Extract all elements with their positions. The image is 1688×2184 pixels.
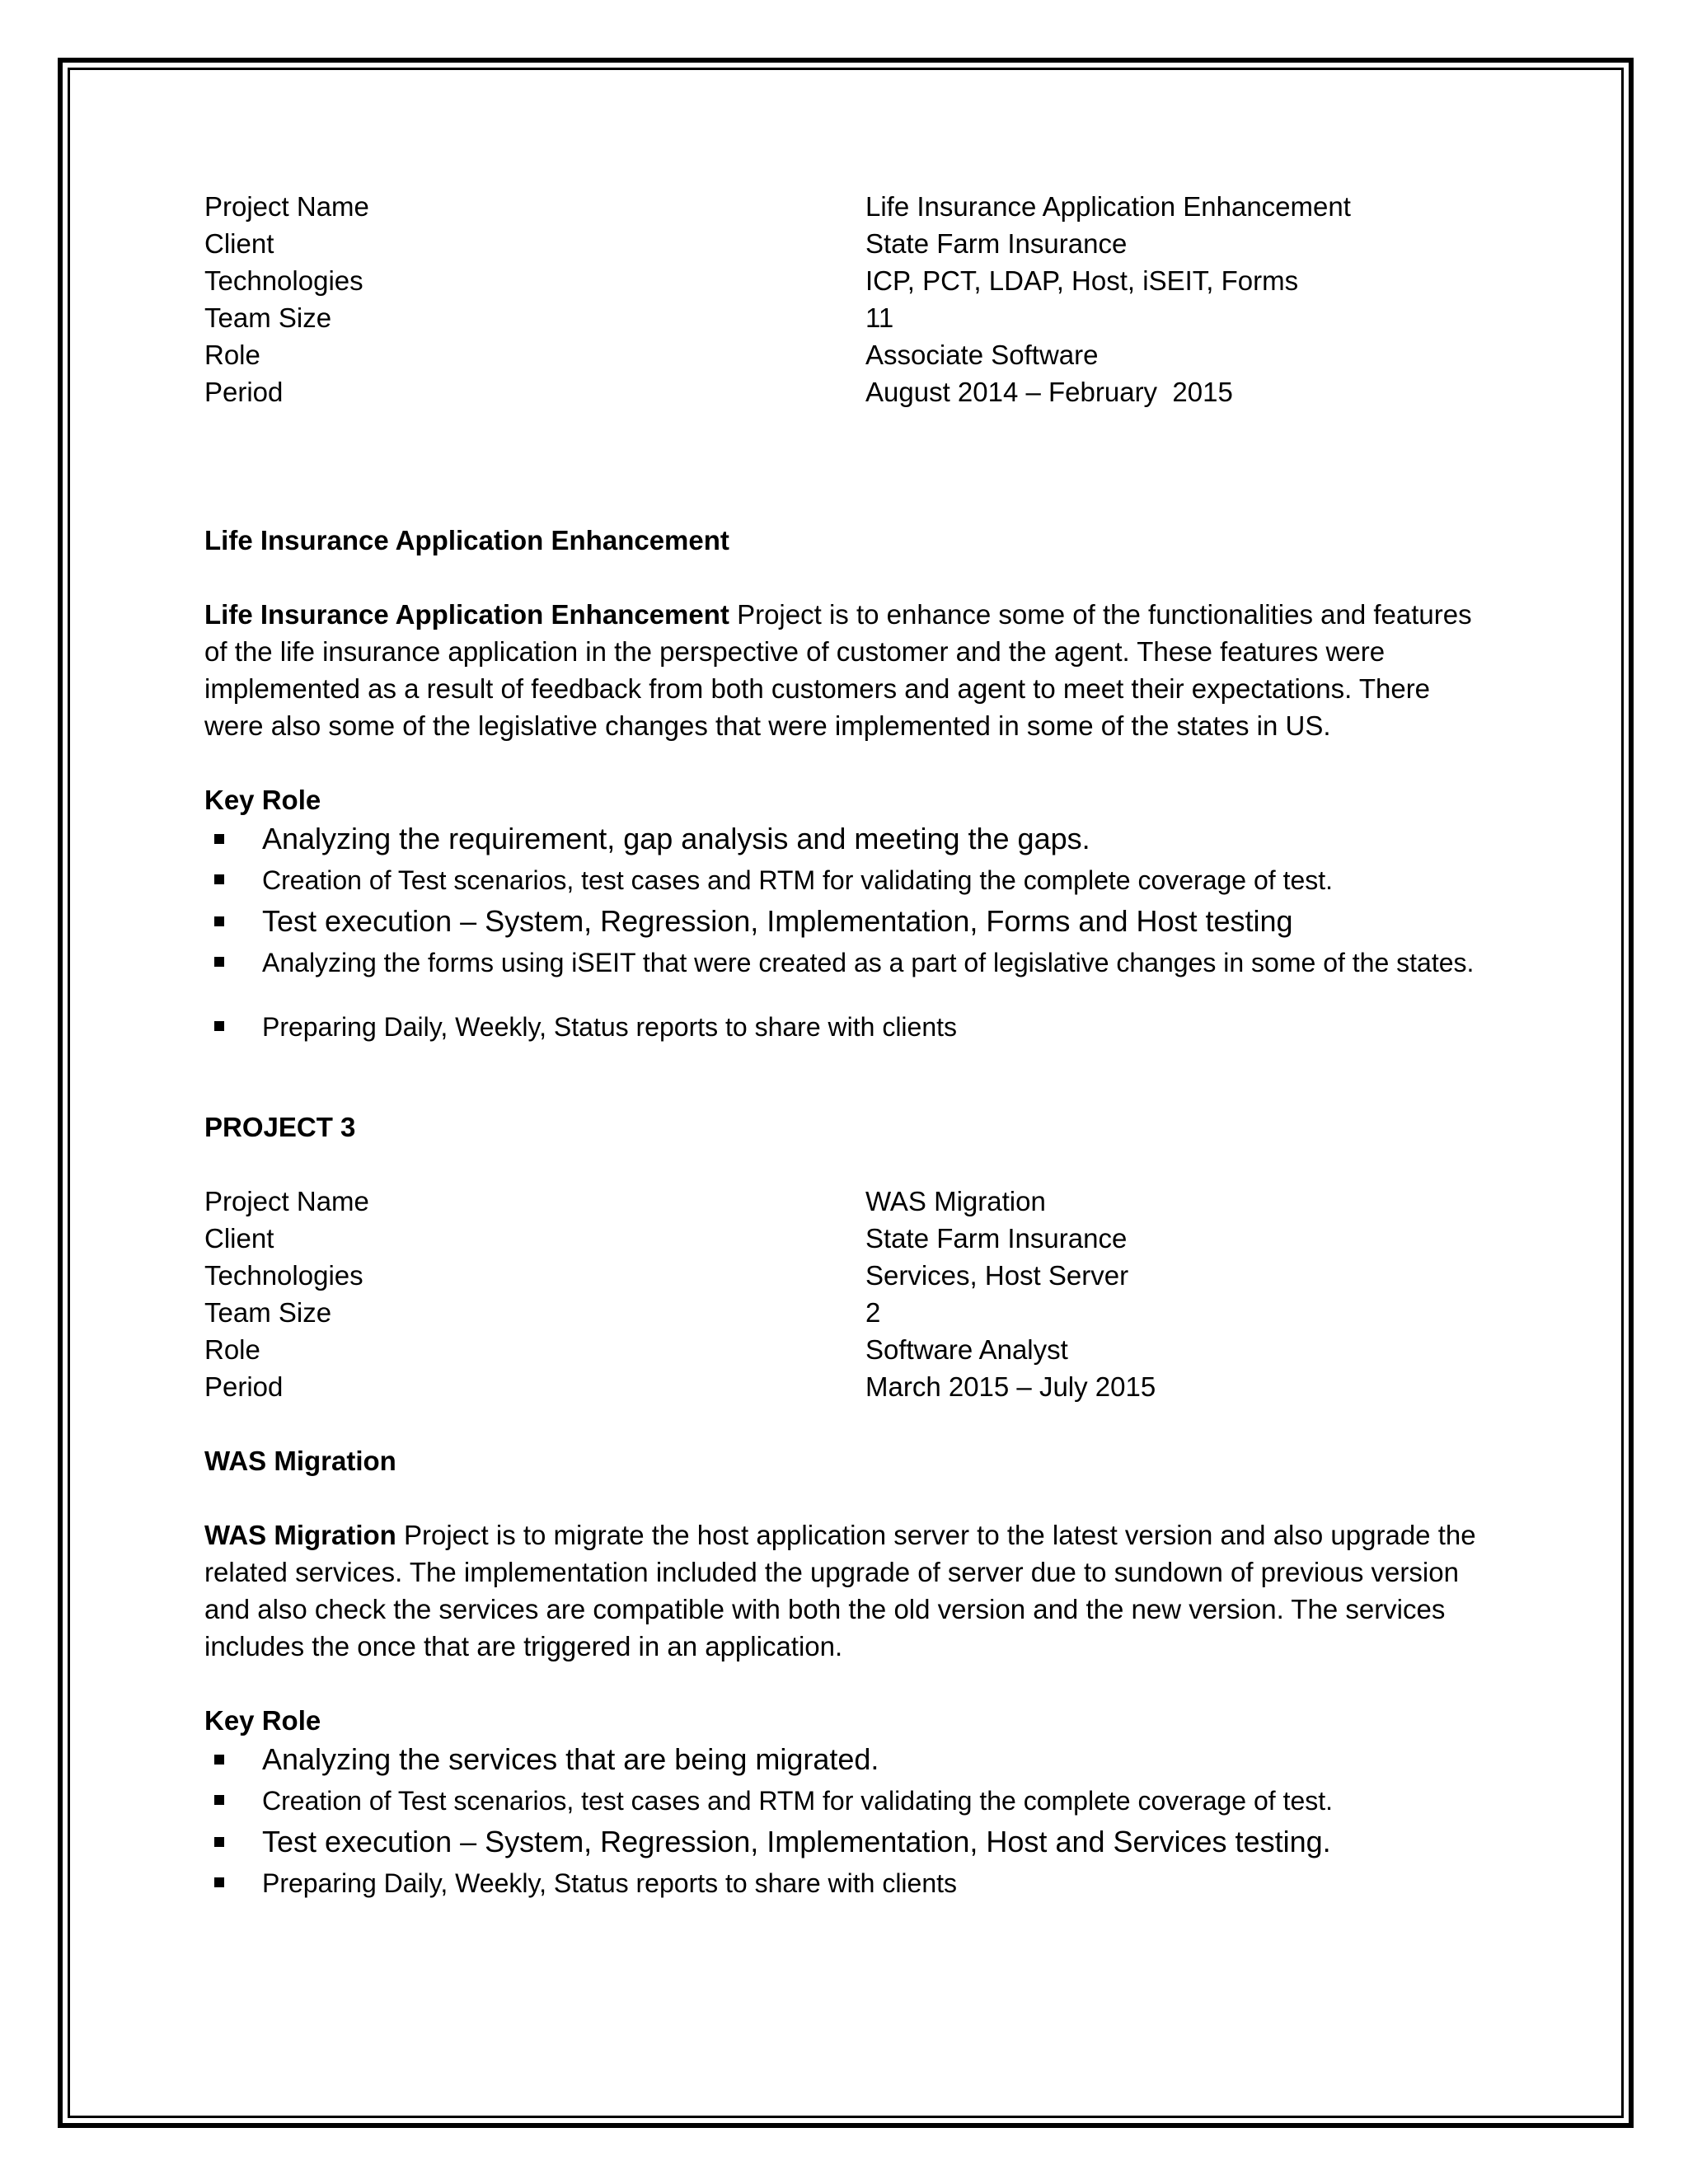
info-label: Client bbox=[204, 1223, 274, 1254]
info-label: Role bbox=[204, 1334, 260, 1365]
info-label: Project Name bbox=[204, 191, 369, 222]
list-item: Creation of Test scenarios, test cases and RTM for validating the complete coverage of test. bbox=[204, 860, 1490, 901]
info-value: Associate Software bbox=[865, 340, 1099, 370]
project3-key-role-list bbox=[204, 1739, 1490, 1904]
info-label: Client bbox=[204, 228, 274, 259]
project3-heading: PROJECT 3 bbox=[204, 1112, 356, 1142]
info-value: 11 bbox=[865, 302, 894, 333]
info-label: Period bbox=[204, 377, 284, 407]
list-item: Analyzing the forms using iSEIT that were created as a part of legislative changes in some of the states. bbox=[204, 944, 1490, 982]
info-value: ICP, PCT, LDAP, Host, iSEIT, Forms bbox=[865, 265, 1299, 296]
info-label: Period bbox=[204, 1371, 284, 1402]
info-value: State Farm Insurance bbox=[865, 228, 1128, 259]
list-item: Creation of Test scenarios, test cases and RTM for validating the complete coverage of test. bbox=[204, 1780, 1490, 1821]
project3-info-table bbox=[204, 1183, 1490, 1405]
project2-description-body: Project is to enhance some of the functionalities and features of the life insurance application in the perspective of customer and the agent. These features were implemented as a result of feedback from both customers and agent to meet their expectations. There were also some of the legislative changes that were implemented in some of the states in US. bbox=[204, 599, 1472, 741]
info-label: Technologies bbox=[204, 265, 363, 296]
info-value: 2 bbox=[865, 1297, 881, 1328]
document-page bbox=[204, 188, 1490, 1904]
project3-description bbox=[204, 1516, 1490, 1665]
info-value: Services, Host Server bbox=[865, 1260, 1129, 1291]
info-label: Project Name bbox=[204, 1186, 369, 1216]
info-value: WAS Migration bbox=[865, 1186, 1046, 1216]
project2-description-lead: Life Insurance Application Enhancement bbox=[204, 599, 729, 630]
project3-description-lead: WAS Migration bbox=[204, 1520, 396, 1550]
list-item: Test execution – System, Regression, Implementation, Host and Services testing. bbox=[204, 1821, 1490, 1863]
info-label: Team Size bbox=[204, 302, 332, 333]
info-label: Team Size bbox=[204, 1297, 332, 1328]
info-value: Life Insurance Application Enhancement bbox=[865, 191, 1351, 222]
project3-title: WAS Migration bbox=[204, 1446, 396, 1476]
project2-description bbox=[204, 596, 1490, 744]
list-item: Preparing Daily, Weekly, Status reports to share with clients bbox=[204, 1006, 1490, 1047]
project3-key-role-heading: Key Role bbox=[204, 1705, 321, 1736]
project2-key-role-list bbox=[204, 818, 1490, 1047]
list-item: Test execution – System, Regression, Implementation, Forms and Host testing bbox=[204, 901, 1490, 942]
info-value: Software Analyst bbox=[865, 1334, 1068, 1365]
info-value: State Farm Insurance bbox=[865, 1223, 1128, 1254]
project2-key-role-heading: Key Role bbox=[204, 785, 321, 815]
project3-description-body: Project is to migrate the host application server to the latest version and also upgrade the related services. The implementation included the upgrade of server due to sundown of previous version and also check the services are compatible with both the old version and the new version. The services includes the once that are triggered in an application. bbox=[204, 1520, 1476, 1661]
info-value: August 2014 – February 2015 bbox=[865, 377, 1233, 407]
project2-title: Life Insurance Application Enhancement bbox=[204, 525, 729, 555]
project2-info-table bbox=[204, 188, 1490, 410]
info-value: March 2015 – July 2015 bbox=[865, 1371, 1156, 1402]
list-item: Analyzing the requirement, gap analysis and meeting the gaps. bbox=[204, 818, 1490, 860]
info-label: Technologies bbox=[204, 1260, 363, 1291]
info-label: Role bbox=[204, 340, 260, 370]
list-item: Preparing Daily, Weekly, Status reports to share with clients bbox=[204, 1863, 1490, 1904]
list-item: Analyzing the services that are being migrated. bbox=[204, 1739, 1490, 1780]
